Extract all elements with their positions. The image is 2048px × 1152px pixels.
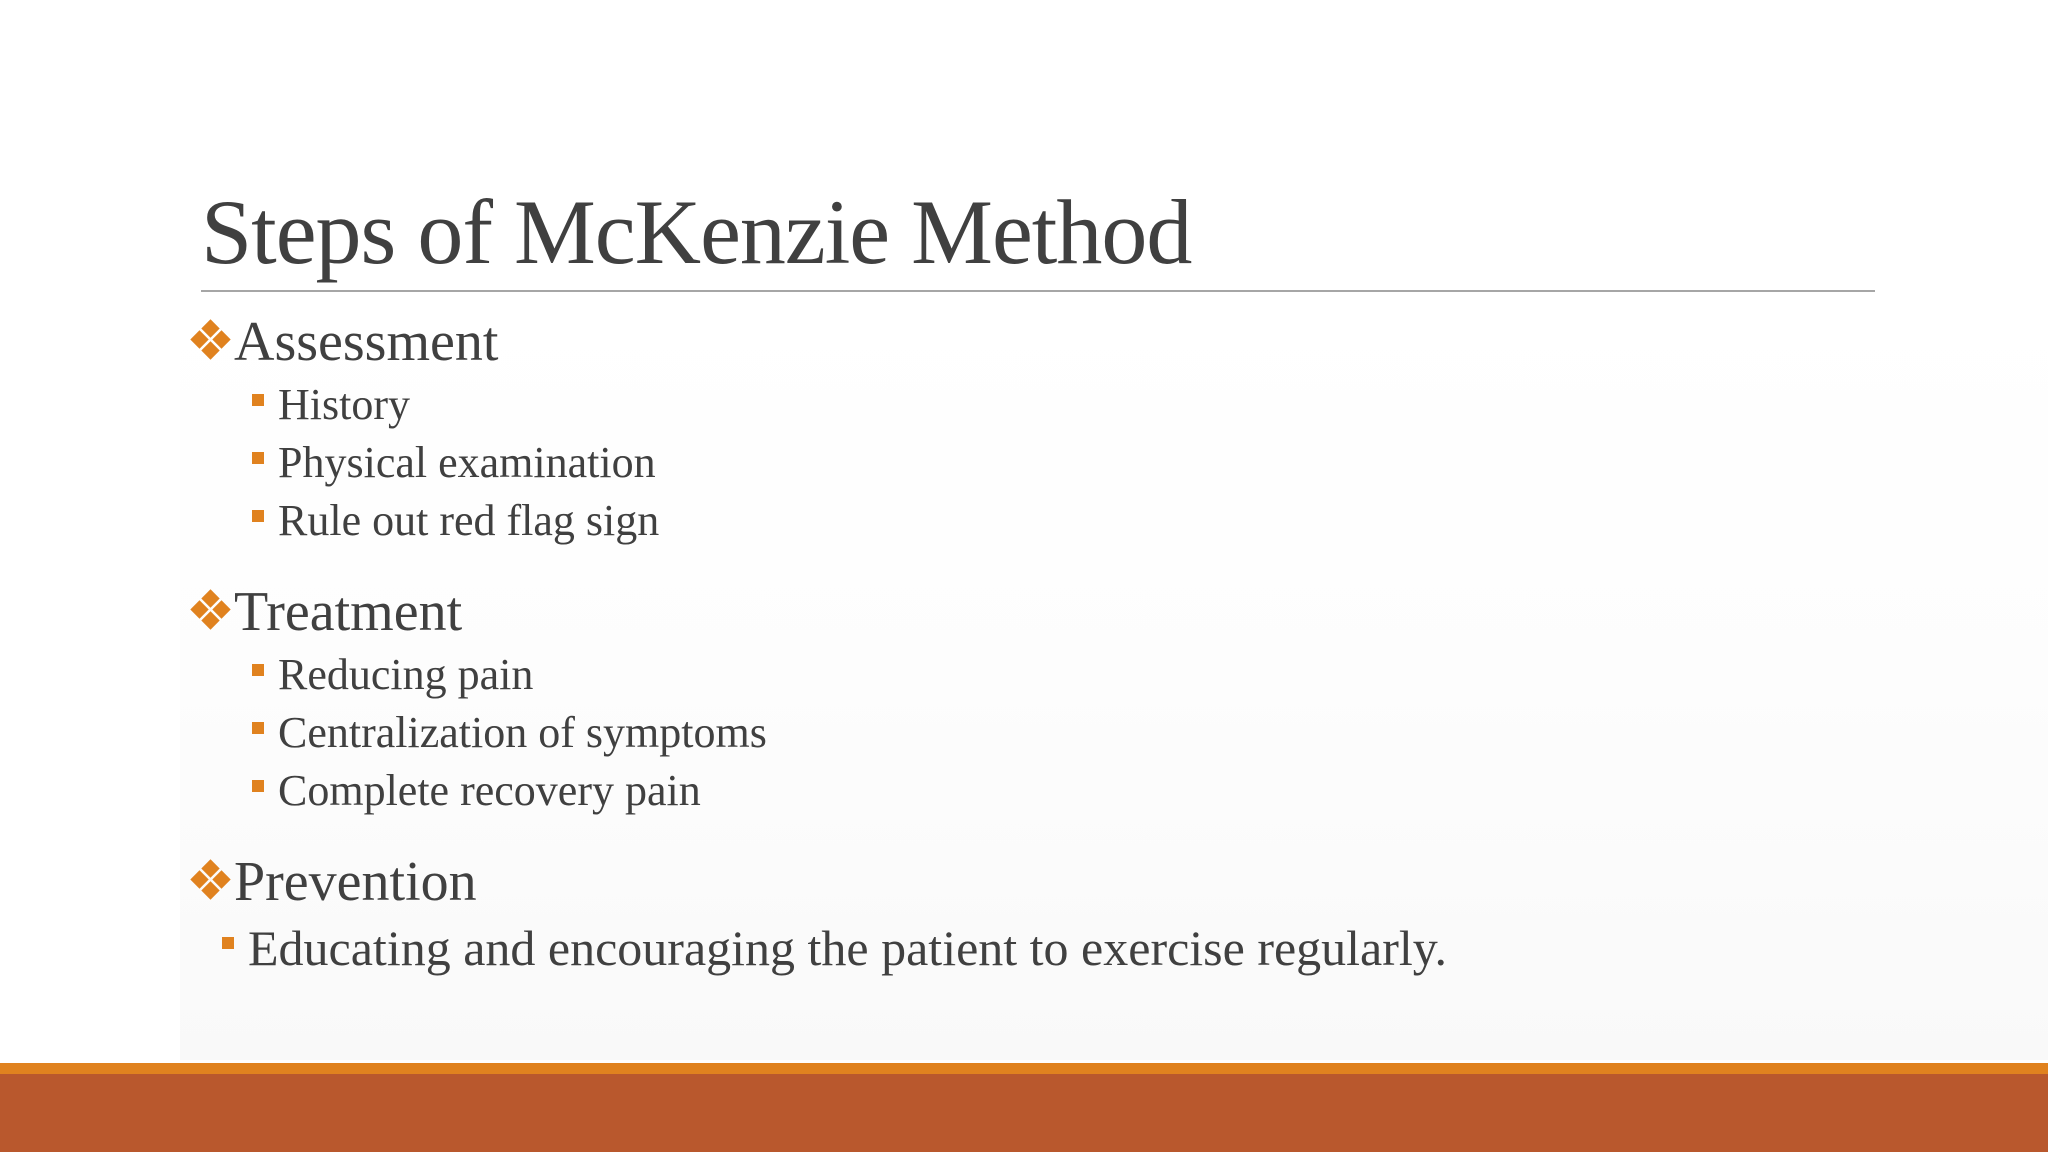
footer-bar [0, 1074, 2048, 1152]
bullet-list [188, 308, 1888, 980]
section-heading [188, 308, 1888, 376]
list-item-label: Reducing pain [278, 650, 534, 699]
section-label: Treatment [234, 581, 463, 643]
square-bullet-icon [222, 937, 234, 949]
list-item-label: Physical examination [278, 438, 656, 487]
section-assessment [188, 308, 1888, 550]
list-item-label: Educating and encouraging the patient to exercise regularly. [248, 920, 1448, 976]
section-heading [188, 848, 1888, 916]
list-item [188, 916, 1888, 980]
list-item-label: Centralization of symptoms [278, 708, 767, 757]
section-label: Prevention [234, 851, 477, 913]
section-prevention [188, 848, 1888, 980]
list-item [188, 492, 1888, 550]
square-bullet-icon [252, 780, 264, 792]
list-item-label: Rule out red flag sign [278, 496, 660, 545]
list-item [188, 434, 1888, 492]
square-bullet-icon [252, 394, 264, 406]
list-item [188, 646, 1888, 704]
square-bullet-icon [252, 452, 264, 464]
section-treatment [188, 578, 1888, 820]
list-item-label: Complete recovery pain [278, 766, 701, 815]
title-divider [201, 290, 1875, 292]
sub-bullet-list [188, 376, 1888, 550]
list-item-label: History [278, 380, 410, 429]
list-item [188, 762, 1888, 820]
sub-bullet-list [188, 646, 1888, 820]
sub-bullet-list [188, 916, 1888, 980]
diamond-bullet-icon [188, 590, 232, 634]
section-heading [188, 578, 1888, 646]
square-bullet-icon [252, 510, 264, 522]
square-bullet-icon [252, 722, 264, 734]
footer-accent-strip [0, 1063, 2048, 1074]
list-item [188, 704, 1888, 762]
list-item [188, 376, 1888, 434]
diamond-bullet-icon [188, 860, 232, 904]
diamond-bullet-icon [188, 320, 232, 364]
section-label: Assessment [234, 311, 499, 373]
slide-title: Steps of McKenzie Method [201, 181, 1192, 283]
square-bullet-icon [252, 664, 264, 676]
